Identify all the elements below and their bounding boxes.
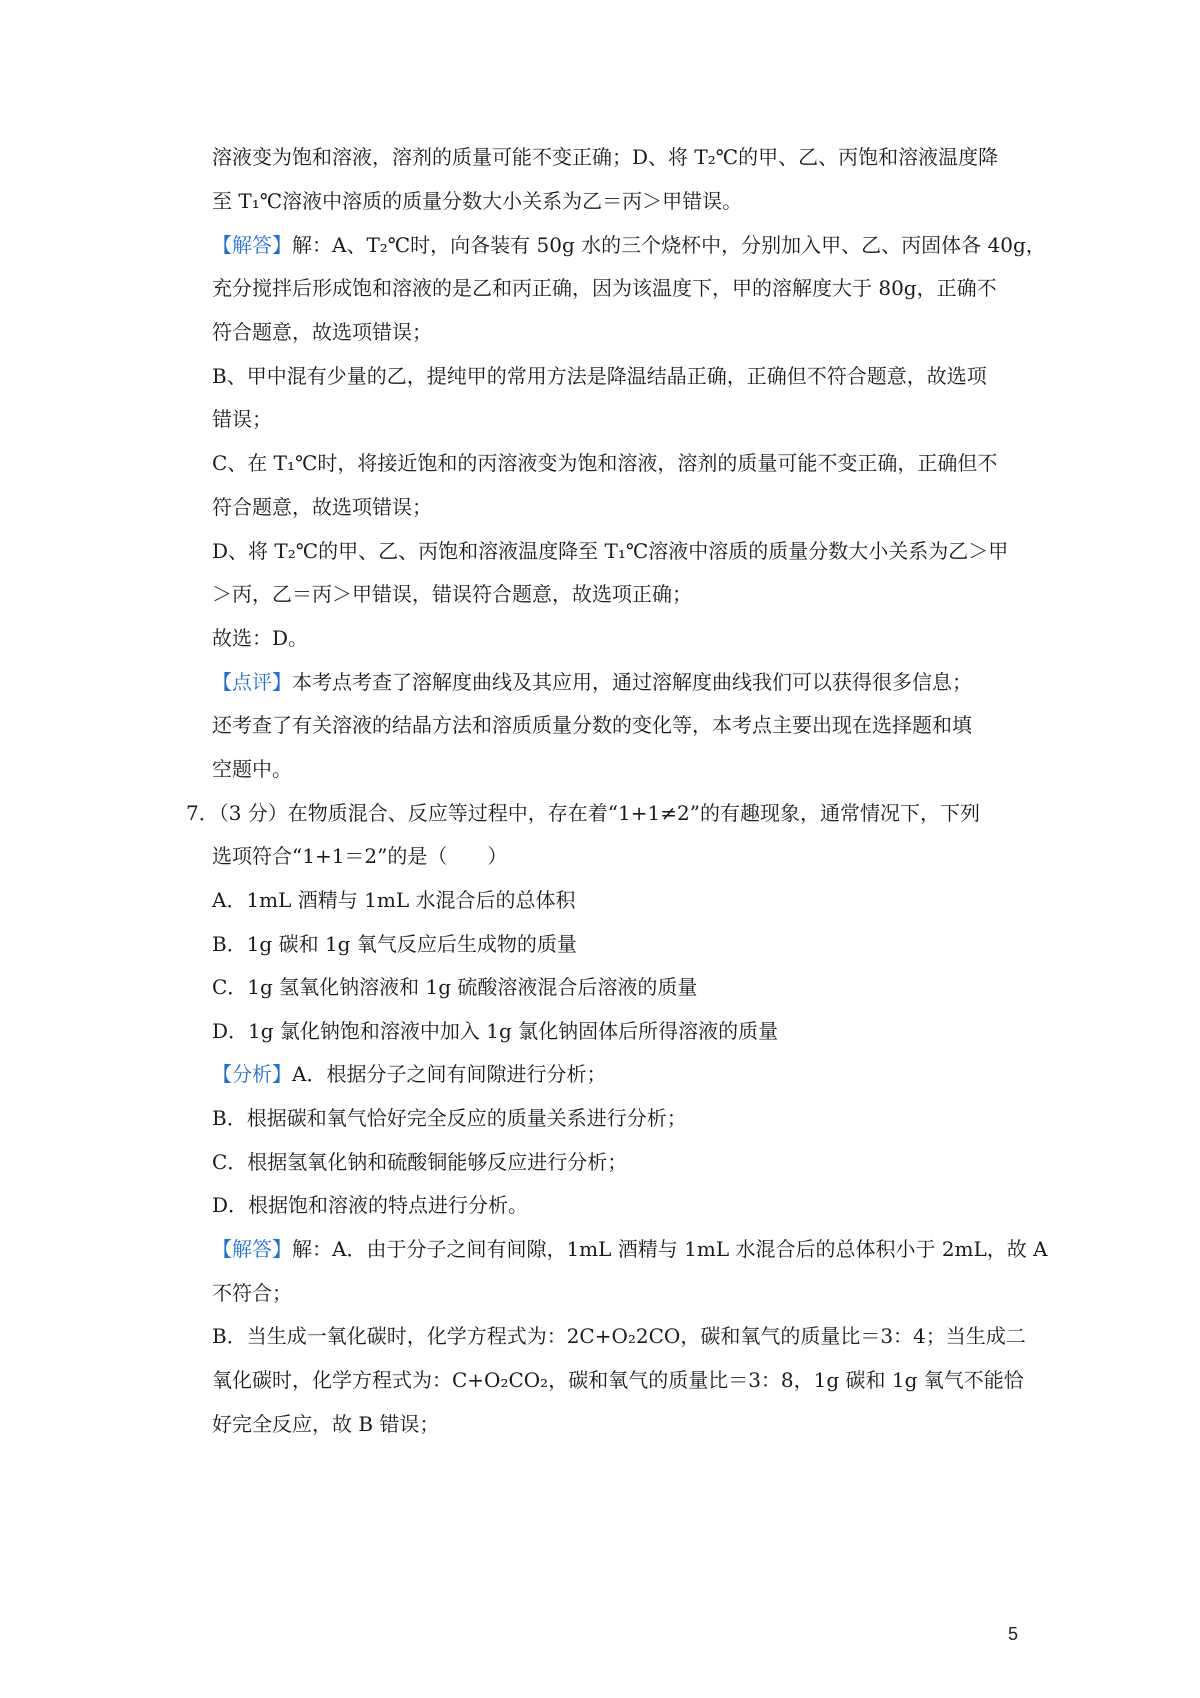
text-line: B．当生成一氧化碳时，化学方程式为：2C+O₂2CO，碳和氧气的质量比＝3：4；当生成二	[212, 1324, 1026, 1348]
analysis-tag: 【分析】	[212, 1062, 292, 1086]
option-b: B．1g 碳和 1g 氧气反应后生成物的质量	[212, 932, 577, 956]
text-line: D、将 T₂℃的甲、乙、丙饱和溶液温度降至 T₁℃溶液中溶质的质量分数大小关系为乙＞甲	[212, 539, 1009, 563]
text-line-content: A．根据分子之间有间隙进行分析；	[292, 1062, 607, 1086]
text-line: B、甲中混有少量的乙，提纯甲的常用方法是降温结晶正确，正确但不符合题意，故选项	[212, 364, 987, 388]
question-line: 7．（3 分）在物质混合、反应等过程中，存在着“1+1≠2”的有趣现象，通常情况下，下列	[186, 801, 980, 825]
text-line-content: 解：A．由于分子之间有间隙，1mL 酒精与 1mL 水混合后的总体积小于 2mL，故 A	[292, 1237, 1048, 1261]
text-line: D．根据饱和溶液的特点进行分析。	[212, 1193, 529, 1217]
text-line: B．根据碳和氧气恰好完全反应的质量关系进行分析；	[212, 1106, 687, 1130]
text-line: 至 T₁℃溶液中溶质的质量分数大小关系为乙＝丙＞甲错误。	[212, 189, 743, 213]
text-line: 好完全反应，故 B 错误；	[212, 1412, 440, 1436]
text-line: 还考查了有关溶液的结晶方法和溶质质量分数的变化等，本考点主要出现在选择题和填	[212, 713, 972, 737]
option-a: A．1mL 酒精与 1mL 水混合后的总体积	[212, 888, 576, 912]
text-line: C．根据氢氧化钠和硫酸铜能够反应进行分析；	[212, 1150, 628, 1174]
text-line-content: 本考点考查了溶解度曲线及其应用，通过溶解度曲线我们可以获得很多信息；	[292, 670, 972, 694]
option-d: D．1g 氯化钠饱和溶液中加入 1g 氯化钠固体后所得溶液的质量	[212, 1019, 779, 1043]
text-line: 不符合；	[212, 1281, 292, 1305]
text-line: 充分搅拌后形成饱和溶液的是乙和丙正确，因为该温度下，甲的溶解度大于 80g，正确不	[212, 276, 997, 300]
text-line: 溶液变为饱和溶液，溶剂的质量可能不变正确；D、将 T₂℃的甲、乙、丙饱和溶液温度降	[212, 145, 999, 169]
text-line: C、在 T₁℃时，将接近饱和的丙溶液变为饱和溶液，溶剂的质量可能不变正确，正确但不	[212, 451, 998, 475]
text-line: 错误；	[212, 407, 272, 431]
text-line: ＞丙，乙＝丙＞甲错误，错误符合题意，故选项正确；	[212, 582, 692, 606]
text-line	[212, 1235, 1048, 1263]
text-line	[212, 1060, 606, 1088]
page-number: 5	[1008, 1624, 1019, 1644]
text-line: 故选：D。	[212, 626, 309, 650]
text-line: 氧化碳时，化学方程式为：C+O₂CO₂，碳和氧气的质量比＝3：8，1g 碳和 1g 氧气不能恰	[212, 1368, 1024, 1392]
answer-tag: 【解答】	[212, 233, 292, 257]
text-line: 选项符合“1+1＝2”的是（ ）	[212, 844, 508, 868]
text-line-content: 解：A、T₂℃时，向各装有 50g 水的三个烧杯中，分别加入甲、乙、丙固体各 40g，	[292, 233, 1046, 257]
answer-tag: 【解答】	[212, 1237, 292, 1261]
text-line: 符合题意，故选项错误；	[212, 495, 432, 519]
text-line	[212, 231, 1046, 259]
text-line: 符合题意，故选项错误；	[212, 320, 432, 344]
comment-tag: 【点评】	[212, 670, 292, 694]
text-line	[212, 668, 972, 696]
option-c: C．1g 氢氧化钠溶液和 1g 硫酸溶液混合后溶液的质量	[212, 975, 698, 999]
text-line: 空题中。	[212, 757, 292, 781]
